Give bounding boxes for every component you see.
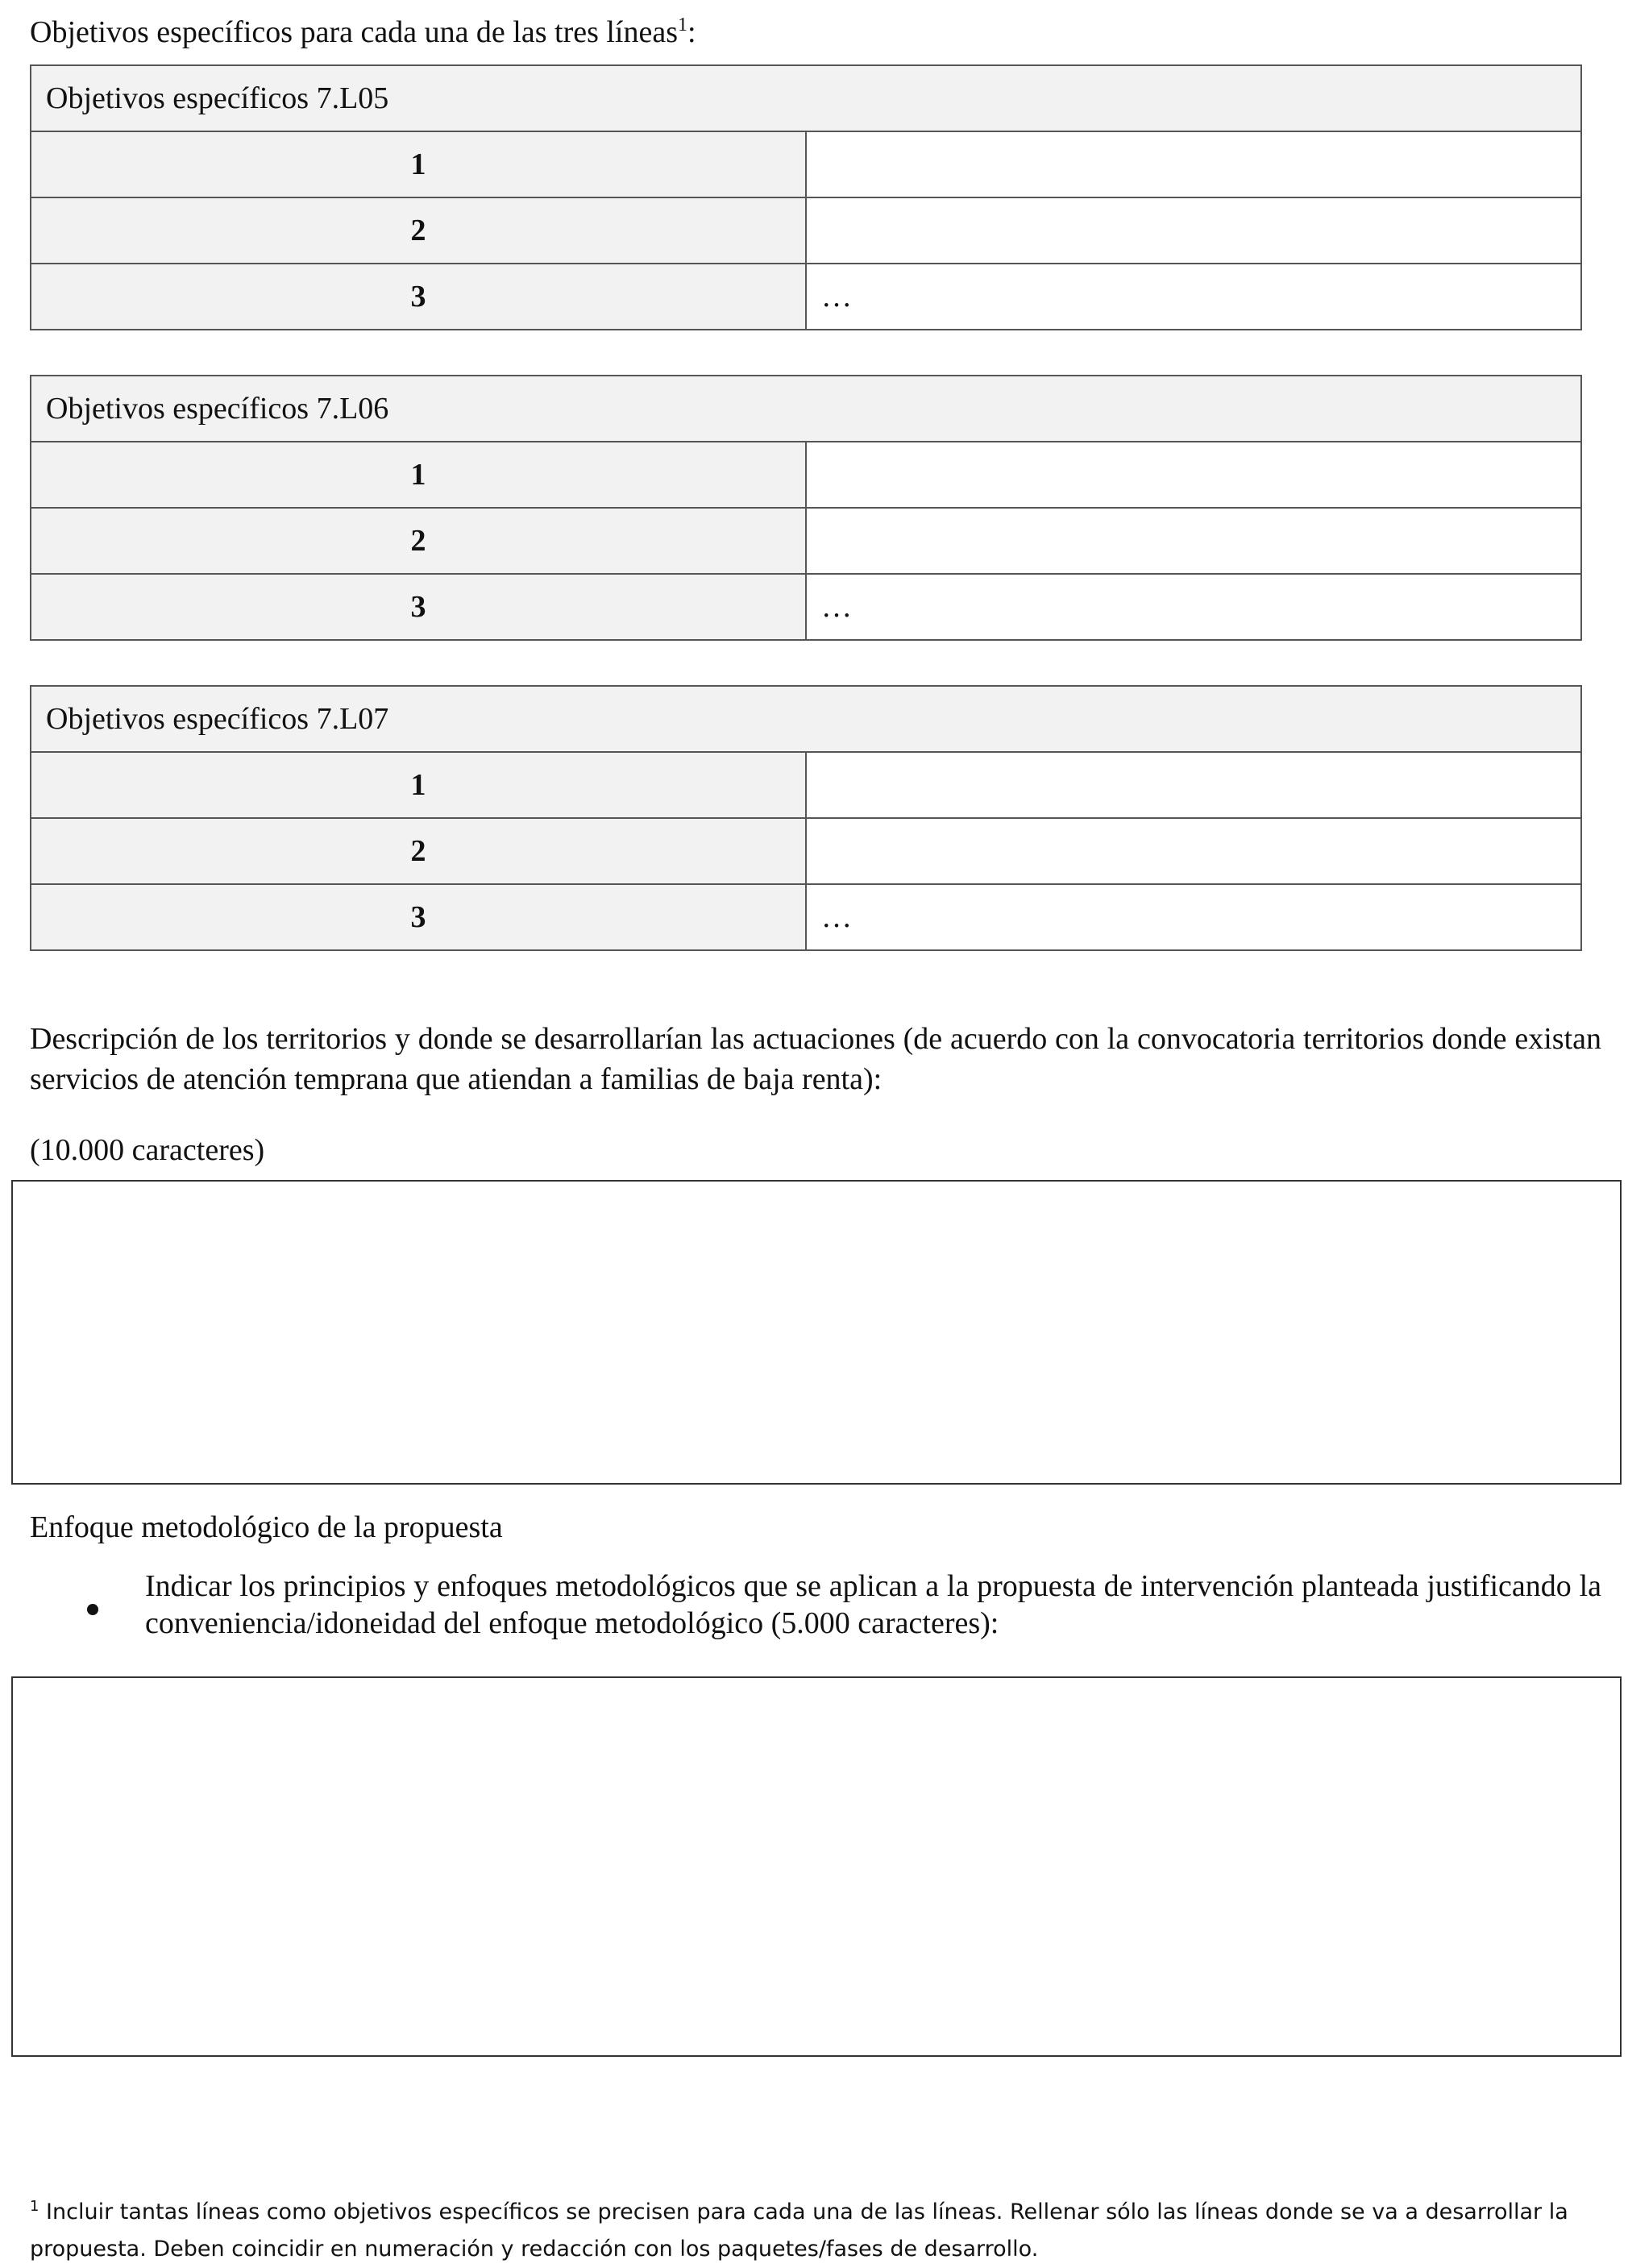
enfoque-instruction: Indicar los principios y enfoques metodológicos que se aplican a la propuesta de intervención planteada justificando la conveniencia/idoneidad del enfoque metodológico (5.000 caracteres): [145,1569,1601,1640]
row-number: 2 [31,197,806,264]
row-number: 3 [31,884,806,950]
footnote-mark: 1 [30,2198,39,2215]
footnote-reference[interactable]: 1 [678,15,688,35]
row-number: 1 [31,131,806,197]
table-row [31,264,1581,330]
objective-input[interactable] [806,442,1581,508]
table-row [31,818,1581,884]
territorios-textarea[interactable] [11,1180,1622,1485]
table-header: Objetivos específicos 7.L07 [31,686,1581,752]
objective-input[interactable] [806,131,1581,197]
row-number: 2 [31,508,806,574]
table-header: Objetivos específicos 7.L06 [31,376,1581,442]
table-row [31,442,1581,508]
footnote [30,2194,1601,2268]
table-row [31,884,1581,950]
table-header: Objetivos específicos 7.L05 [31,65,1581,131]
table-row [31,752,1581,818]
territorios-description: Descripción de los territorios y donde se desarrollarían las actuaciones (de acuerdo con la convocatoria territorios donde existan servicios de atención temprana que atiendan a familias de baja renta): [30,1022,1601,1096]
objective-input[interactable] [806,508,1581,574]
objectives-table-l05 [30,64,1582,330]
table-row [31,197,1581,264]
territorios-char-limit: (10.000 caracteres) [30,1133,265,1167]
objectives-table-l07 [30,685,1582,951]
objective-input[interactable] [806,818,1581,884]
objective-input[interactable]: … [806,884,1581,950]
bullet-icon [87,1604,98,1615]
row-number: 2 [31,818,806,884]
row-number: 3 [31,574,806,640]
intro-text: Objetivos específicos para cada una de las tres líneas [30,15,679,49]
enfoque-heading: Enfoque metodológico de la propuesta [30,1510,503,1544]
enfoque-textarea[interactable] [11,1676,1622,2057]
objective-input[interactable] [806,197,1581,264]
intro-suffix: : [687,15,696,49]
row-number: 3 [31,264,806,330]
objectives-table-l06 [30,375,1582,641]
objective-input[interactable] [806,752,1581,818]
table-row [31,574,1581,640]
objective-input[interactable]: … [806,264,1581,330]
row-number: 1 [31,442,806,508]
intro-heading [30,11,696,53]
row-number: 1 [31,752,806,818]
table-row [31,508,1581,574]
objective-input[interactable]: … [806,574,1581,640]
table-row [31,131,1581,197]
footnote-text: Incluir tantas líneas como objetivos específicos se precisen para cada una de las líneas. Rellenar sólo las líneas donde se va a desarrollar la propuesta. Deben coincidir en numeración y redacción con los paquetes/fases de desarrollo. [30,2199,1568,2262]
